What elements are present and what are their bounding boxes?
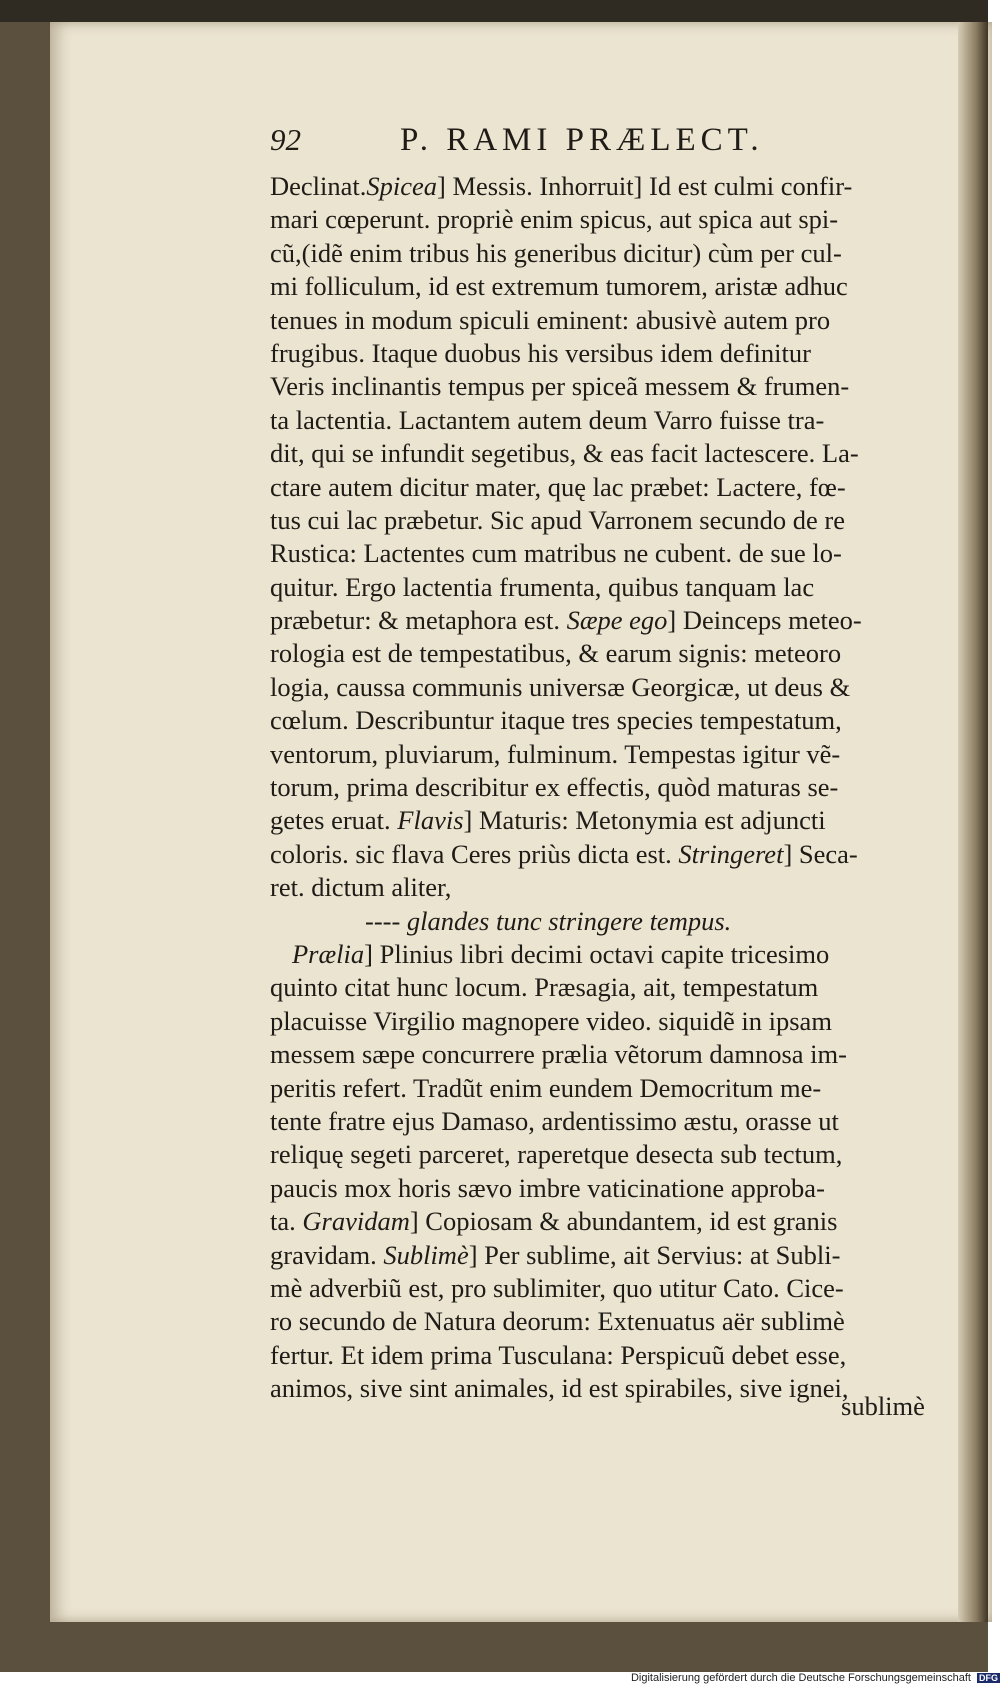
line-text: ret. dictum aliter, <box>270 872 452 903</box>
line-text: coloris. sic flava Ceres priùs dicta est. <box>270 838 679 869</box>
line-text: tente fratre ejus Damaso, ardentissimo æstu, orasse ut <box>270 1105 839 1136</box>
text-line <box>270 1305 932 1338</box>
line-text: mari cœperunt. propriè enim spicus, aut spica aut spi- <box>270 204 839 235</box>
text-line <box>270 1105 932 1138</box>
text-line <box>270 1138 932 1171</box>
text-line <box>270 1005 932 1038</box>
text-line <box>270 571 932 604</box>
line-text: Declinat. <box>270 171 367 201</box>
line-text: fertur. Et idem prima Tusculana: Perspicuũ debet esse, <box>270 1339 847 1370</box>
lemma: Flavis <box>397 805 464 836</box>
line-text: quitur. Ergo lactentia frumenta, quibus tanquam lac <box>270 571 815 602</box>
text-line <box>270 637 932 670</box>
lemma: Spicea <box>366 171 438 201</box>
line-text: tenues in modum spiculi eminent: abusivè autem pro <box>270 304 831 335</box>
text-line <box>270 1339 932 1372</box>
line-text: ] Per sublime, ait Servius: at Subli- <box>468 1239 841 1270</box>
credit-text: Digitalisierung gefördert durch die Deutsche Forschungsgemeinschaft <box>630 1672 971 1684</box>
line-text: præbetur: & metaphora est. <box>270 605 567 636</box>
line-text: cũ,(idẽ enim tribus his generibus dicitur) cùm per cul- <box>270 237 842 268</box>
text-line <box>270 1372 932 1405</box>
line-text: paucis mox horis sævo imbre vaticinatione approba- <box>270 1172 825 1203</box>
line-text: ] Messis. Inhorruit] Id est culmi confir- <box>437 171 853 201</box>
page-number: 92 <box>270 122 301 157</box>
line-text: cœlum. Describuntur itaque tres species tempestatum, <box>270 705 842 736</box>
text-line <box>270 604 932 637</box>
quotation: ---- glandes tunc stringere tempus. <box>365 905 732 936</box>
text-line <box>270 704 932 737</box>
line-text: mè adverbiũ est, pro sublimiter, quo utitur Cato. Cice- <box>270 1272 844 1303</box>
text-line <box>270 404 932 437</box>
text-line <box>270 971 932 1004</box>
text-line <box>270 671 932 704</box>
text-line <box>270 304 932 337</box>
text-line <box>270 237 932 270</box>
line-text: ] Copiosam & abundantem, id est granis <box>409 1206 838 1237</box>
text-line <box>270 437 932 470</box>
lemma: Gravidam <box>302 1206 410 1237</box>
line-text: quinto citat hunc locum. Præsagia, ait, tempestatum <box>270 972 819 1003</box>
line-text: ta lactentia. Lactantem autem deum Varro fuisse tra- <box>270 404 825 435</box>
line-text: Rustica: Lactentes cum matribus ne cubent. de sue lo- <box>270 538 842 569</box>
lemma: Sæpe ego <box>566 605 668 636</box>
text-line <box>270 504 932 537</box>
line-text: reliquę segeti parceret, raperetque desecta sub tectum, <box>270 1139 843 1170</box>
text-line <box>270 537 932 570</box>
running-title: P. RAMI PRÆLECT. <box>400 122 764 158</box>
line-text: ta. <box>270 1206 303 1237</box>
text-line <box>270 1205 932 1238</box>
text-line <box>270 1272 932 1305</box>
line-text: torum, prima describitur ex effectis, quòd maturas se- <box>270 772 839 803</box>
text-line <box>270 337 932 370</box>
text-line <box>270 471 932 504</box>
text-line <box>270 1038 932 1071</box>
line-text: ctare autem dicitur mater, quę lac præbet: Lactere, fœ- <box>270 471 846 502</box>
line-text: ] Maturis: Metonymia est adjuncti <box>463 805 826 836</box>
digitization-credit <box>560 1672 1000 1688</box>
line-text: tus cui lac præbetur. Sic apud Varronem secundo de re <box>270 504 845 535</box>
text-line <box>270 804 932 837</box>
line-text: peritis refert. Tradũt enim eundem Democritum me- <box>270 1072 822 1103</box>
body-text <box>270 170 932 1405</box>
catchword: sublimè <box>841 1391 925 1421</box>
text-line <box>270 838 932 871</box>
line-text: logia, caussa communis universæ Georgicæ, ut deus & <box>270 671 851 702</box>
line-text: Veris inclinantis tempus per spiceã messem & frumen- <box>270 371 850 402</box>
line-text: frugibus. Itaque duobus his versibus idem definitur <box>270 337 811 368</box>
line-text: dit, qui se infundit segetibus, & eas facit lactescere. La- <box>270 438 859 469</box>
text-line <box>270 170 932 203</box>
text-line <box>270 938 932 971</box>
dfg-logo-icon: DFG <box>979 1673 998 1684</box>
line-text: messem sæpe concurrere prælia vẽtorum damnosa im- <box>270 1039 847 1070</box>
line-text: ro secundo de Natura deorum: Extenuatus aër sublimè <box>270 1306 845 1337</box>
line-text: ] Deinceps meteo- <box>667 605 862 636</box>
lemma: Prælia <box>292 938 365 969</box>
text-line <box>270 370 932 403</box>
scan-top-edge <box>0 0 988 22</box>
text-line <box>270 871 932 904</box>
page-edge-shadow <box>958 22 988 1622</box>
line-text: ventorum, pluviarum, fulminum. Tempestas igitur vẽ- <box>270 738 841 769</box>
text-line <box>270 1072 932 1105</box>
line-text: gravidam. <box>270 1239 384 1270</box>
lemma: Sublimè <box>383 1239 469 1270</box>
line-text: ] Plinius libri decimi octavi capite tricesimo <box>364 938 830 969</box>
line-text: getes eruat. <box>270 805 398 836</box>
text-line <box>270 203 932 236</box>
text-line <box>270 1172 932 1205</box>
lemma: Stringeret <box>678 838 784 869</box>
line-text: rologia est de tempestatibus, & earum signis: meteoro <box>270 638 842 669</box>
text-line <box>270 270 932 303</box>
text-line <box>270 1239 932 1272</box>
text-line <box>270 771 932 804</box>
line-text: ] Seca- <box>783 838 858 869</box>
line-text: animos, sive sint animales, id est spirabiles, sive ignei, <box>270 1373 849 1404</box>
line-text: placuisse Virgilio magnopere video. siquidẽ in ipsam <box>270 1005 832 1036</box>
line-text: mi folliculum, id est extremum tumorem, aristæ adhuc <box>270 271 848 302</box>
text-line <box>270 738 932 771</box>
text-line <box>270 905 932 938</box>
